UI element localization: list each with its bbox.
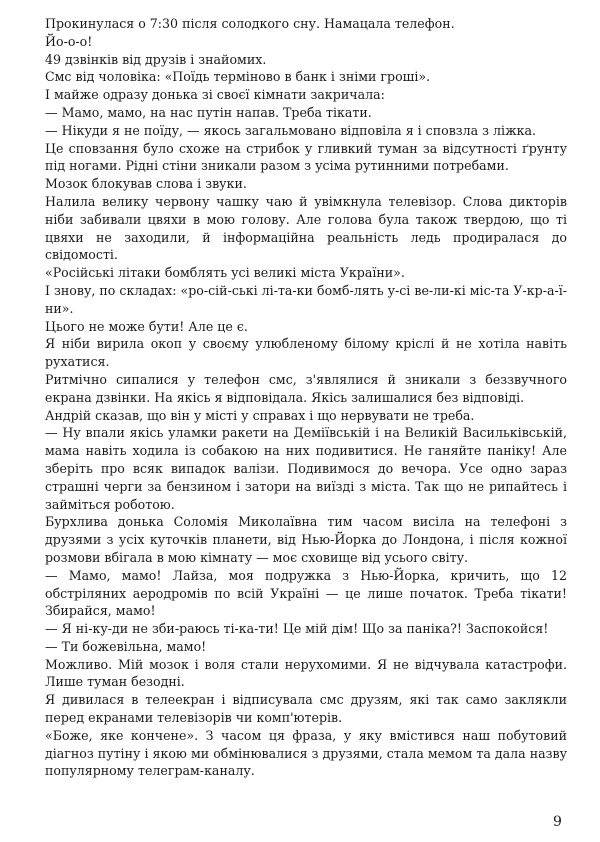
paragraph-9: Мозок блокував слова і звуки. <box>45 176 247 192</box>
paragraph-11: «Російські літаки бомблять усі великі міста України». <box>45 265 405 281</box>
page-body <box>45 15 567 820</box>
paragraph-17: — Ну впали якісь уламки ракети на Деміївській і на Великій Васильківській, мама навіть ходила із собакою на них подивитися. Не ганяйте паніку! Але зберіть про всяк випадок валізи. Подивимося до вечора. Усе одно зараз страшні черги за бензином і затори на виїзді з міста. Так що не рипайтесь і займіться роботою. <box>45 425 567 512</box>
paragraph-14: Я ніби вирила окоп у своєму улюбленому білому кріслі й не хотіла навіть рухатися. <box>45 336 567 370</box>
paragraph-16: Андрій сказав, що він у місті у справах і що нервувати не треба. <box>45 407 475 423</box>
paragraph-19: — Мамо, мамо! Лайза, моя подружка з Нью-Йорка, кричить, що 12 обстріляних аеродромів по всій Україні — це лише початок. Треба тікати! Збирайся, мамо! <box>45 567 567 619</box>
paragraph-1: Прокинулася о 7:30 після солодкого сну. Намацала телефон. <box>45 16 455 31</box>
paragraph-3: 49 дзвінків від друзів і знайомих. <box>45 51 267 67</box>
paragraph-6: — Мамо, мамо, на нас путін напав. Треба тікати. <box>45 104 372 120</box>
paragraph-12: І знову, по складах: «ро-сій-ські лі-та-ки бомб-лять у-сі ве-ли-кі міс-та У-кр-а-ї-ни». <box>45 282 567 316</box>
paragraph-18: Бурхлива донька Соломія Миколаївна тим часом висіла на телефоні з друзями з усіх куточків планети, від Нью-Йорка до Лондона, і після кожної розмови вбігала в мою кімнату — моє сховище від усього світу. <box>45 514 567 565</box>
paragraph-13: Цього не може бути! Але це є. <box>45 318 248 334</box>
paragraph-23: Я дивилася в телеекран і відписувала смс друзям, які так само заклякли перед екранами телевізорів чи комп'ютерів. <box>45 692 567 726</box>
paragraph-10: Налила велику червону чашку чаю й увімкнула телевізор. Слова дикторів ніби забивали цвяхи в мою голову. Але голова була також твердою, що ті цвяхи не заходили, й інформаційна реальність ледь продиралася до свідомості. <box>45 193 567 263</box>
paragraph-4: Смс від чоловіка: «Поїдь терміново в банк і зніми гроші». <box>45 69 431 85</box>
paragraph-7: — Нікуди я не поїду, — якось загальмовано відповіла я і сповзла з ліжка. <box>45 122 537 138</box>
paragraph-24: «Боже, яке кончене». З часом ця фраза, у яку вмістився наш побутовий діагноз путіну і якою ми обмінювалися з друзями, стала мемом та дала назву популярному телеграм-каналу. <box>45 727 567 779</box>
paragraph-22: Можливо. Мій мозок і воля стали нерухомими. Я не відчувала катастрофи. Лише туман безодні. <box>45 656 567 690</box>
paragraph-2: Йо-о-о! <box>45 33 93 49</box>
page-number: 9 <box>553 814 562 830</box>
paragraph-15: Ритмічно сипалися у телефон смс, з'являлися й зникали з беззвучного екрана дзвінки. На якісь я відповідала. Якісь залишалися без відповіді. <box>45 371 567 405</box>
paragraph-21: — Ти божевільна, мамо! <box>45 638 207 654</box>
paragraph-20: — Я ні-ку-ди не зби-раюсь ті-ка-ти! Це мій дім! Що за паніка?! Заспокойся! <box>45 621 549 637</box>
paragraph-8: Це сповзання було схоже на стрибок у гливкий туман за відсутності ґрунту під ногами. Рідні стіни зникали разом з усіма рутинними потребами. <box>45 140 567 174</box>
paragraph-5: І майже одразу донька зі своєї кімнати закричала: <box>45 87 385 103</box>
